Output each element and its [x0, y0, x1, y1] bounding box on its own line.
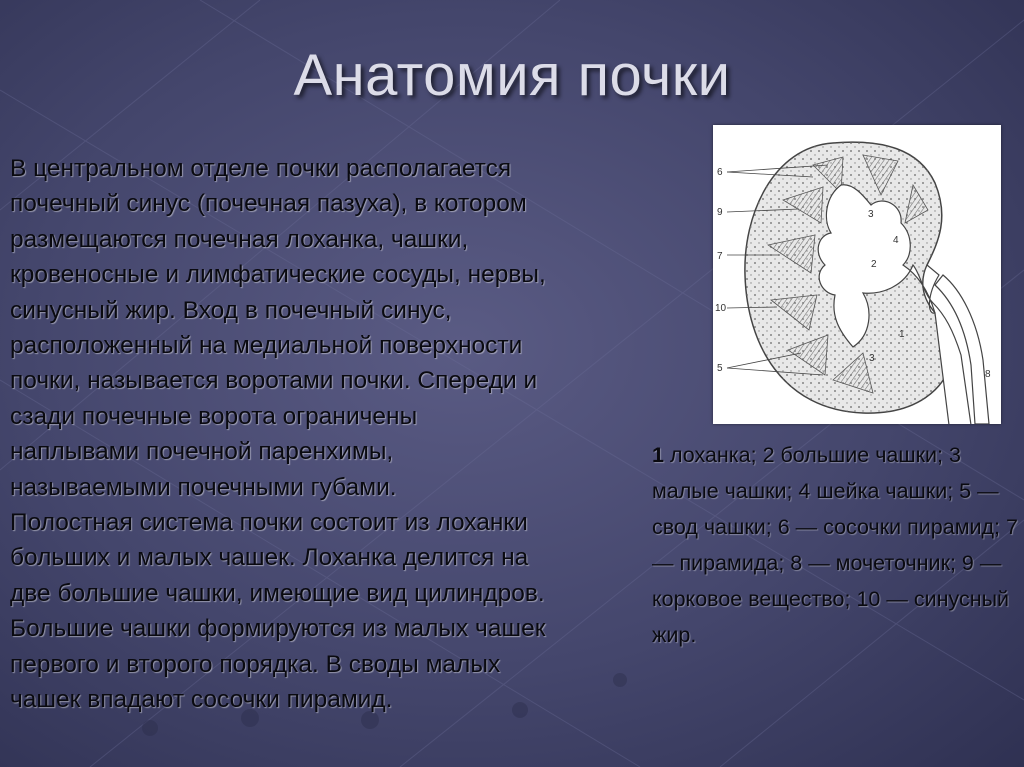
figure-label: 2	[871, 259, 877, 270]
body-paragraph: В центральном отделе почки располагается почечный синус (почечная пазуха), в котором размещаются почечная лоханка, чашки, кровеносные и лимфатические сосуды, нервы, синусный жир. Вход в почечный синус, расположенный на медиальной поверхности почки, называется воротами почки. Спереди и сзади почечные ворота ограничены наплывами почечной паренхимы, называемыми почечными губами. Полостная система почки состоит из лоханки больших и малых чашек. Лоханка делится на две большие чашки, имеющие вид цилиндров. Большие чашки формируются из малых чашек первого и второго порядка. В своды малых чашек впадают сосочки пирамид.	[10, 155, 546, 714]
figure-label: 3	[869, 353, 875, 364]
figure-label: 9	[717, 207, 723, 218]
figure-label: 4	[893, 235, 899, 246]
figure-caption	[652, 437, 1024, 653]
figure-label: 10	[715, 303, 727, 314]
figure-label: 1	[899, 329, 905, 340]
kidney-section-diagram	[713, 125, 1001, 424]
figure-label: 8	[985, 369, 991, 380]
figure-label: 7	[717, 251, 723, 262]
caption-text: лоханка; 2 большие чашки; 3 малые чашки; 4 шейка чашки; 5 — свод чашки; 6 — сосочки пирамид; 7 — пирамида; 8 — мочеточник; 9 — корковое вещество; 10 — синусный жир.	[652, 443, 1018, 647]
caption-number: 1	[652, 443, 664, 467]
figure-label: 6	[717, 167, 723, 178]
slide-title: Анатомия почки	[293, 43, 731, 108]
figure-label: 3	[868, 209, 874, 220]
figure-label: 5	[717, 363, 723, 374]
